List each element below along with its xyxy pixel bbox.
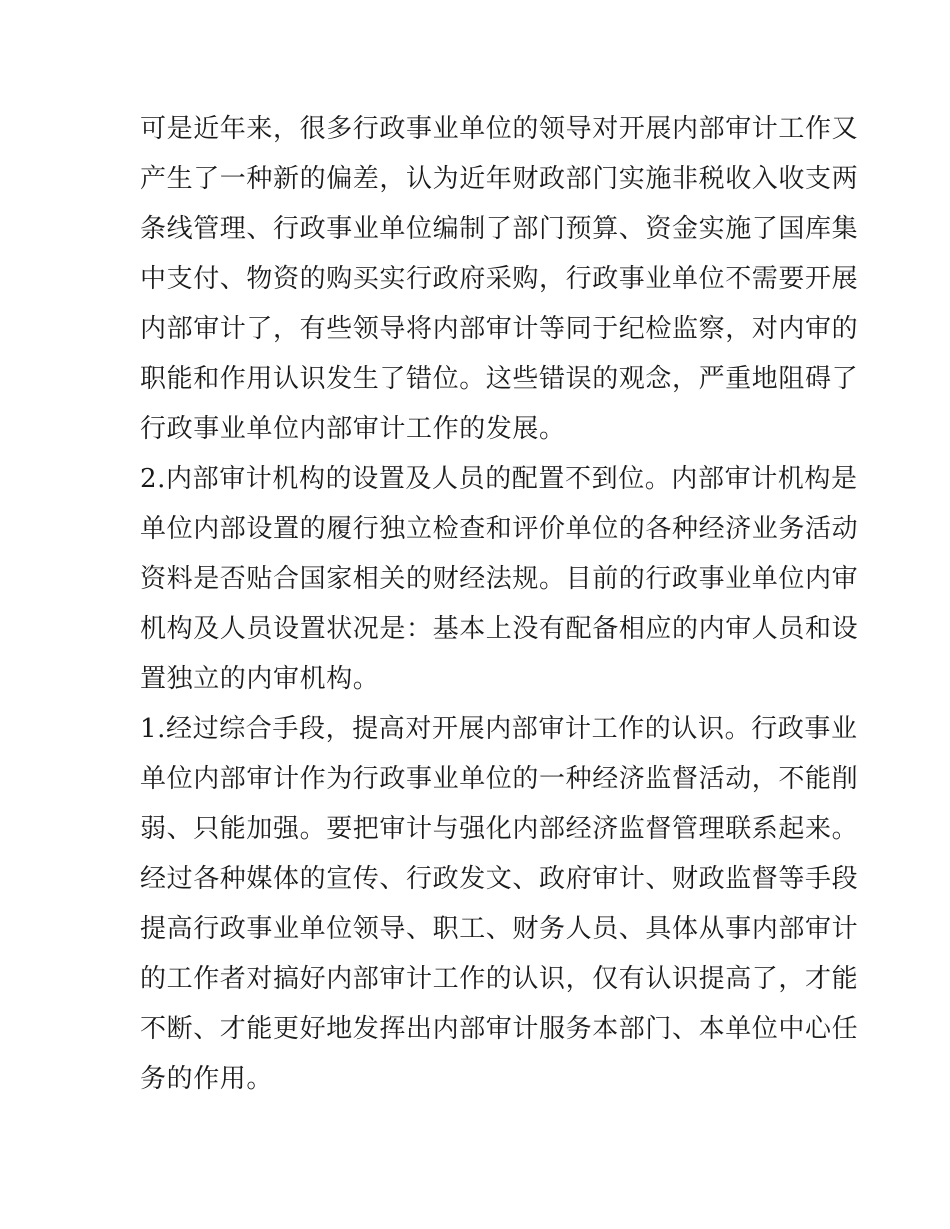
text-line: 单位内部审计作为行政事业单位的一种经济监督活动，不能削 [140,764,859,794]
text-line: 资料是否贴合国家相关的财经法规。目前的行政事业单位内审 [140,564,859,594]
text-line: 产生了一种新的偏差，认为近年财政部门实施非税收入收支两 [140,164,859,194]
text-line: 职能和作用认识发生了错位。这些错误的观念，严重地阻碍了 [140,364,859,394]
text-line: 弱、只能加强。要把审计与强化内部经济监督管理联系起来。 [140,814,859,844]
text-line: 提高行政事业单位领导、职工、财务人员、具体从事内部审计 [140,914,859,944]
text-line: 内部审计了，有些领导将内部审计等同于纪检监察，对内审的 [140,314,859,344]
text-line: 行政事业单位内部审计工作的发展。 [140,414,566,444]
body-text [140,104,859,1104]
text-line: 置独立的内审机构。 [140,664,380,694]
text-line: 条线管理、行政事业单位编制了部门预算、资金实施了国库集 [140,214,859,244]
text-line: 单位内部设置的履行独立检查和评价单位的各种经济业务活动 [140,514,859,544]
text-line: 不断、才能更好地发挥出内部审计服务本部门、本单位中心任 [140,1014,859,1044]
text-line: 机构及人员设置状况是：基本上没有配备相应的内审人员和设 [140,614,859,644]
section-heading-line: 2.内部审计机构的设置及人员的配置不到位。内部审计机构是 [140,464,858,494]
text-line: 经过各种媒体的宣传、行政发文、政府审计、财政监督等手段 [140,864,859,894]
text-line: 的工作者对搞好内部审计工作的认识，仅有认识提高了，才能 [140,964,859,994]
section-heading-line: 1.经过综合手段，提高对开展内部审计工作的认识。行政事业 [140,714,858,744]
text-line: 务的作用。 [140,1064,274,1094]
text-line: 可是近年来，很多行政事业单位的领导对开展内部审计工作又 [140,114,859,144]
text-line: 中支付、物资的购买实行政府采购，行政事业单位不需要开展 [140,264,859,294]
